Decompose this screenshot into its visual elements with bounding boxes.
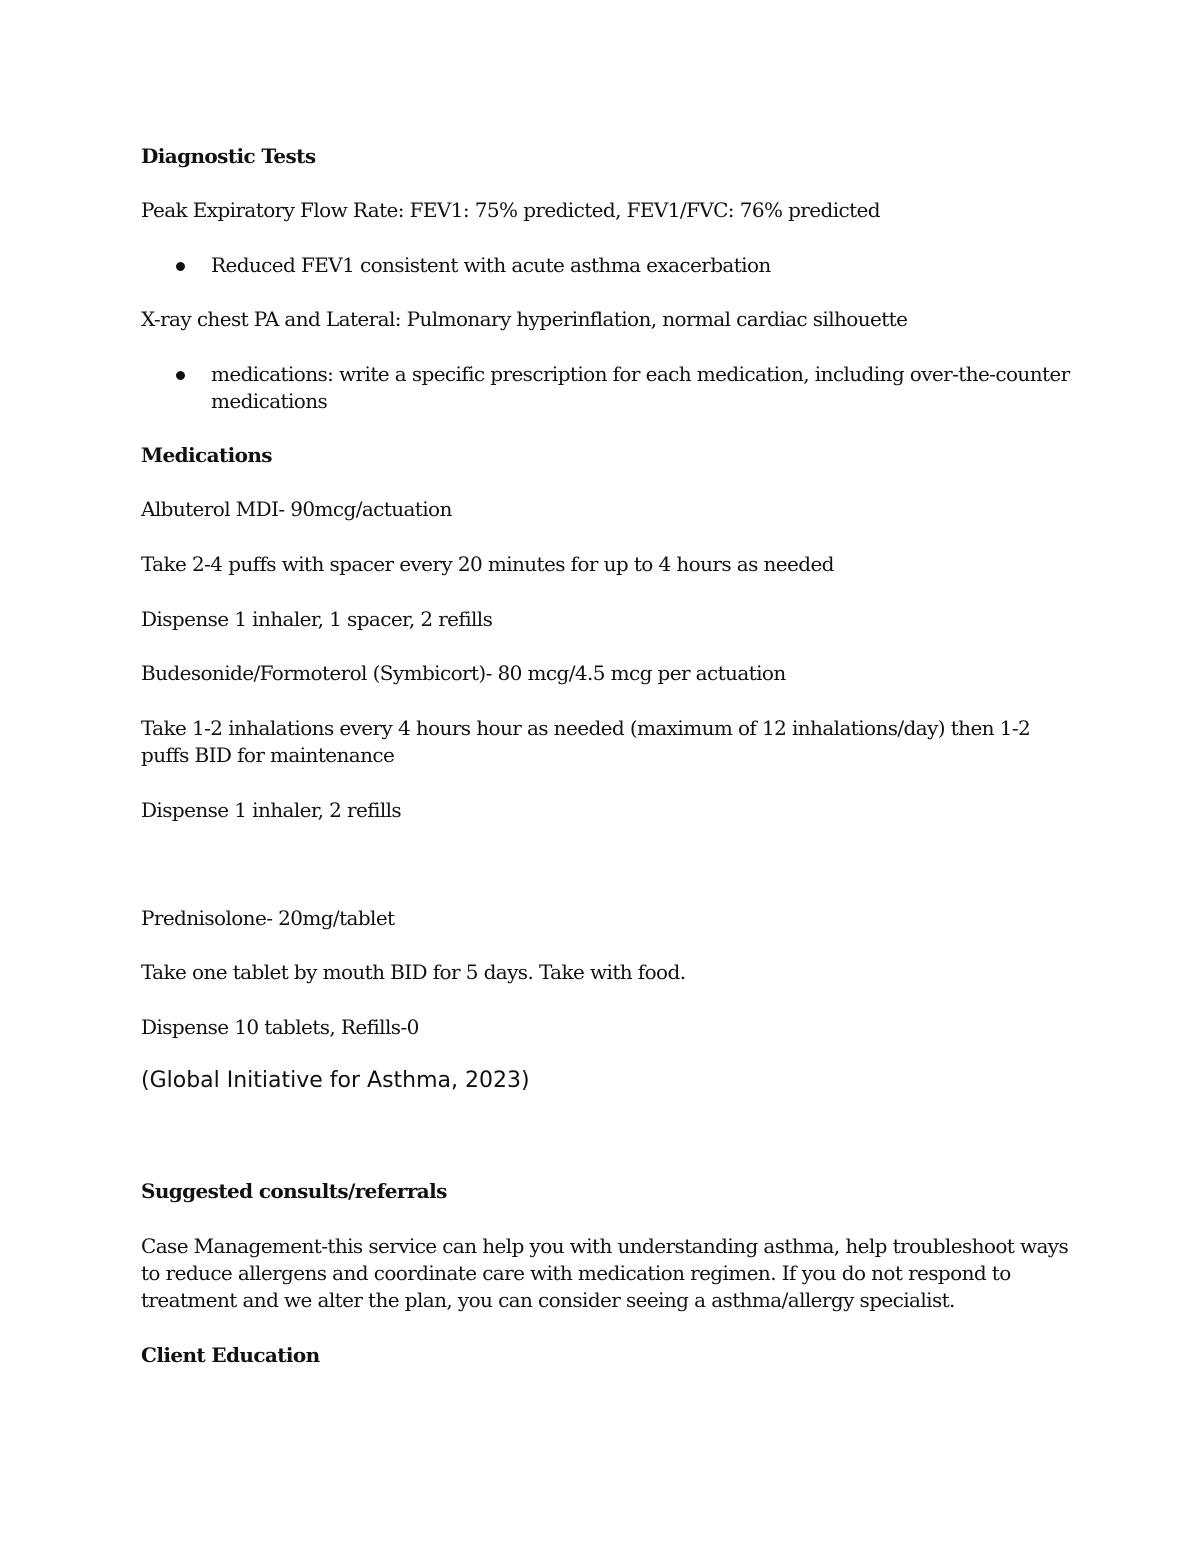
- diagnostic-tests-heading: Diagnostic Tests: [141, 144, 316, 168]
- bullet-icon: [176, 262, 185, 271]
- citation: (Global Initiative for Asthma, 2023): [141, 1068, 530, 1093]
- med-2-dispense: Dispense 1 inhaler, 2 refills: [141, 798, 402, 822]
- consults-text-line-2: to reduce allergens and coordinate care with medication regimen. If you do not respond to: [141, 1261, 1011, 1285]
- med-1-dispense: Dispense 1 inhaler, 1 spacer, 2 refills: [141, 607, 493, 631]
- peak-flow-result: Peak Expiratory Flow Rate: FEV1: 75% predicted, FEV1/FVC: 76% predicted: [141, 198, 880, 222]
- client-education-heading: Client Education: [141, 1343, 320, 1367]
- med-3-dispense: Dispense 10 tablets, Refills-0: [141, 1015, 419, 1039]
- consults-text-line-3: treatment and we alter the plan, you can consider seeing a asthma/allergy specialist.: [141, 1288, 955, 1312]
- med-3-instructions: Take one tablet by mouth BID for 5 days. Take with food.: [141, 960, 686, 984]
- med-2-instructions-line-1: Take 1-2 inhalations every 4 hours hour as needed (maximum of 12 inhalations/day) then 1-2: [141, 716, 1031, 740]
- bullet-icon: [176, 371, 185, 380]
- bullet-text-line-2: medications: [211, 389, 328, 413]
- med-2-instructions-line-2: puffs BID for maintenance: [141, 743, 395, 767]
- medications-heading: Medications: [141, 443, 272, 467]
- xray-result: X-ray chest PA and Lateral: Pulmonary hyperinflation, normal cardiac silhouette: [141, 307, 908, 331]
- bullet-text: Reduced FEV1 consistent with acute asthma exacerbation: [211, 253, 771, 277]
- med-1-instructions: Take 2-4 puffs with spacer every 20 minutes for up to 4 hours as needed: [141, 552, 834, 576]
- consults-heading: Suggested consults/referrals: [141, 1179, 447, 1203]
- bullet-text-line-1: medications: write a specific prescription for each medication, including over-the-counter: [211, 362, 1070, 386]
- consults-text-line-1: Case Management-this service can help you with understanding asthma, help troubleshoot ways: [141, 1234, 1069, 1258]
- med-2-name: Budesonide/Formoterol (Symbicort)- 80 mcg/4.5 mcg per actuation: [141, 661, 786, 685]
- med-3-name: Prednisolone- 20mg/tablet: [141, 906, 395, 930]
- med-1-name: Albuterol MDI- 90mcg/actuation: [141, 497, 452, 521]
